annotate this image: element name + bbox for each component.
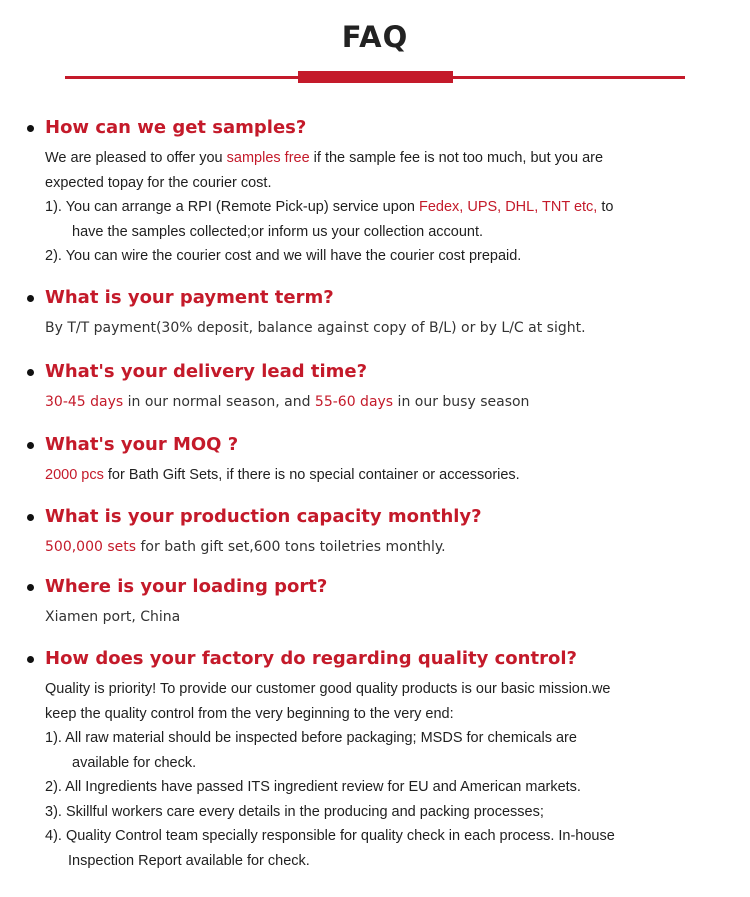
bullet-icon [27,369,34,376]
faq-item-payment [0,286,750,341]
faq-question: Where is your loading port? [0,575,750,599]
bullet-icon [27,125,34,132]
faq-question: What is your production capacity monthly? [0,505,750,529]
faq-answer: We are pleased to offer you samples free if the sample fee is not too much, but you are expected topay for the courier cost. 1). You can arrange a RPI (Remote Pick-up) service upon Fedex, UPS, DHL, TNT etc, to have the samples collected;or inform us your collection account. 2). You can wire the courier cost and we will have the courier cost prepaid. [45,150,614,264]
page-title: FAQ [341,20,409,54]
faq-item-lead-time [0,360,750,415]
faq-answer: Xiamen port, China [45,609,181,625]
faq-item-loading-port [0,575,750,630]
title-divider-accent [298,71,453,83]
faq-answer: 30-45 days in our normal season, and 55-60 days in our busy season [45,394,530,410]
faq-answer: 2000 pcs for Bath Gift Sets, if there is no special container or accessories. [45,467,520,483]
faq-item-moq [0,433,750,488]
faq-question: What is your payment term? [0,286,750,310]
faq-answer: 500,000 sets for bath gift set,600 tons toiletries monthly. [45,539,446,555]
bullet-icon [27,442,34,449]
faq-item-capacity [0,505,750,560]
faq-question: How can we get samples? [0,116,750,140]
faq-item-samples [0,116,750,269]
faq-question: How does your factory do regarding quality control? [0,647,750,671]
faq-question: What's your delivery lead time? [0,360,750,384]
bullet-icon [27,514,34,521]
bullet-icon [27,656,34,663]
faq-answer: Quality is priority! To provide our customer good quality products is our basic mission.we keep the quality control from the very beginning to the very end: 1). All raw material should be inspected before packaging; MSDS for chemicals are available for check. 2). All Ingredients have passed ITS ingredient review for EU and American markets. 3). Skillful workers care every details in the producing and packing processes; 4). Quality Control team specially responsible for quality check in each process. In-house Inspection Report available for check. [45,681,615,869]
faq-item-quality-control [0,647,750,873]
faq-answer: By T/T payment(30% deposit, balance against copy of B/L) or by L/C at sight. [45,320,586,336]
bullet-icon [27,295,34,302]
faq-question: What's your MOQ ? [0,433,750,457]
bullet-icon [27,584,34,591]
